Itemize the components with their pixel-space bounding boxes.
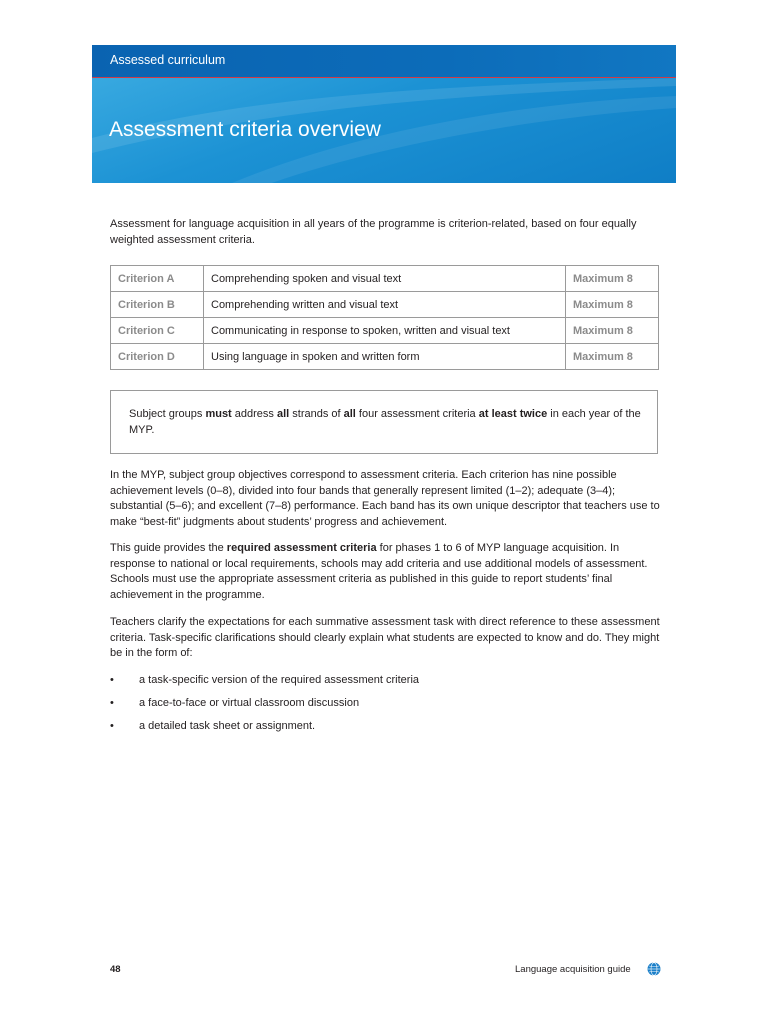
note-emphasis: at least twice [478,408,548,420]
criterion-description: Communicating in response to spoken, written and visual text [204,318,566,344]
paragraph-emphasis: required assessment criteria [226,542,377,554]
page-title: Assessment criteria overview [109,118,381,141]
achievement-levels-paragraph: In the MYP, subject group objectives correspond to assessment criteria. Each criterion has nine possible achievement levels (0–8), divided into four bands that generally represent limited (1–2); adequate (3–4); substantial (5–6); and excellent (7–8) performance. Each band has its own unique descriptor that teachers use to make “best-fit” judgments about students’ progress and achievement. [110,469,660,528]
table-row [111,318,659,344]
criterion-maximum: Maximum 8 [566,318,659,344]
requirement-note [129,406,649,438]
criterion-name: Criterion A [111,266,204,292]
page-number: 48 [110,964,121,975]
bullet-marker: • [110,674,114,686]
table-row [111,266,659,292]
note-text: in each year of the MYP. [129,408,641,436]
intro-paragraph: Assessment for language acquisition in all years of the programme is criterion-related, based on four equally weighted assessment criteria. [110,218,637,246]
table-row [111,344,659,370]
criterion-description: Using language in spoken and written form [204,344,566,370]
paragraph-text: for phases 1 to 6 of MYP language acquisition. In response to national or local requirements, schools may add criteria and use additional models of assessment. Schools must use the appropriate assessment criteria as published in this guide to report students’ final achievement in the programme. [110,542,648,601]
note-emphasis: all [343,408,356,420]
list-item-text: a task-specific version of the required assessment criteria [139,674,420,686]
criterion-description: Comprehending spoken and visual text [204,266,566,292]
paragraph-text: This guide provides the [110,542,227,554]
bullet-marker: • [110,697,114,709]
header-banner [92,45,676,183]
criterion-maximum: Maximum 8 [566,292,659,318]
note-emphasis: all [276,408,290,420]
note-text: strands of [289,408,344,420]
list-item-text: a detailed task sheet or assignment. [139,720,316,732]
criteria-table [110,265,659,370]
note-text: four assessment criteria [355,408,479,420]
criterion-maximum: Maximum 8 [566,344,659,370]
requirement-note-box [110,390,658,454]
bullet-marker: • [110,720,114,732]
criterion-name: Criterion C [111,318,204,344]
criterion-maximum: Maximum 8 [566,266,659,292]
criterion-name: Criterion D [111,344,204,370]
table-row [111,292,659,318]
note-emphasis: must [205,408,232,420]
criterion-description: Comprehending written and visual text [204,292,566,318]
section-label: Assessed curriculum [110,53,226,67]
note-text: Subject groups [129,408,206,420]
criterion-name: Criterion B [111,292,204,318]
note-text: address [231,408,277,420]
guide-title: Language acquisition guide [515,964,631,975]
guide-criteria-paragraph [110,541,660,603]
teacher-clarification-paragraph: Teachers clarify the expectations for each summative assessment task with direct reference to these assessment criteria. Task-specific clarifications should clearly explain what students are expected to know and do. They might be in the form of: [110,616,660,659]
list-item-text: a face-to-face or virtual classroom discussion [139,697,360,709]
ib-globe-icon [647,962,661,976]
